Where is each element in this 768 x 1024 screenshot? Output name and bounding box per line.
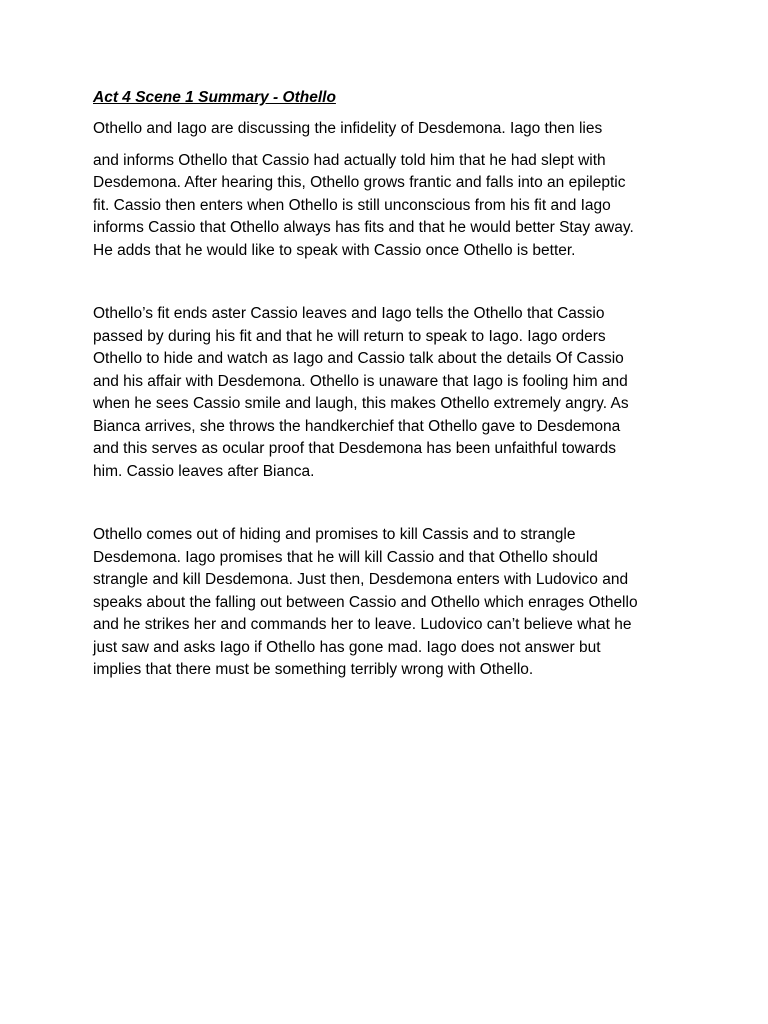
- paragraph-line: informs Cassio that Othello always has fits and that he would better Stay away.: [93, 219, 634, 236]
- paragraph-2: [93, 303, 678, 483]
- paragraph-line: strangle and kill Desdemona. Just then, Desdemona enters with Ludovico and: [93, 571, 629, 588]
- paragraph-line: Desdemona. Iago promises that he will kill Cassio and that Othello should: [93, 548, 598, 566]
- document-body: [93, 88, 678, 682]
- paragraph-line: speaks about the falling out between Cassio and Othello which enrages Othello: [93, 593, 638, 611]
- paragraph-line: Othello to hide and watch as Iago and Cassio talk about the details Of Cassio: [93, 350, 624, 367]
- paragraph-line: implies that there must be something terribly wrong with Othello.: [93, 661, 534, 678]
- paragraph-line: and this serves as ocular proof that Desdemona has been unfaithful towards: [93, 440, 617, 457]
- paragraph-line: Othello comes out of hiding and promises to kill Cassis and to strangle: [93, 526, 576, 543]
- paragraph-3: [93, 524, 678, 682]
- document-title: Act 4 Scene 1 Summary - Othello: [93, 89, 336, 106]
- paragraph-line: and his affair with Desdemona. Othello is unaware that Iago is fooling him and: [93, 372, 628, 390]
- paragraph-line: and he strikes her and commands her to leave. Ludovico can’t believe what he: [93, 616, 632, 633]
- paragraph-line: just saw and asks Iago if Othello has gone mad. Iago does not answer but: [93, 638, 601, 656]
- paragraph-line: passed by during his fit and that he will return to speak to Iago. Iago orders: [93, 327, 606, 345]
- paragraph-line: Bianca arrives, she throws the handkerchief that Othello gave to Desdemona: [93, 417, 621, 435]
- paragraph-line: fit. Cassio then enters when Othello is still unconscious from his fit and Iago: [93, 196, 611, 214]
- paragraph-line: Desdemona. After hearing this, Othello grows frantic and falls into an epileptic: [93, 174, 626, 191]
- paragraph-line: Othello’s fit ends aster Cassio leaves and Iago tells the Othello that Cassio: [93, 305, 605, 322]
- paragraph-line: He adds that he would like to speak with Cassio once Othello is better.: [93, 241, 576, 259]
- paragraph-line: him. Cassio leaves after Bianca.: [93, 462, 315, 480]
- paragraph-line: Othello and Iago are discussing the infidelity of Desdemona. Iago then lies: [93, 120, 603, 137]
- paragraph-line: when he sees Cassio smile and laugh, this makes Othello extremely angry. As: [93, 395, 629, 412]
- paragraph-1: [93, 118, 678, 262]
- paragraph-line: and informs Othello that Cassio had actually told him that he had slept with: [93, 151, 606, 169]
